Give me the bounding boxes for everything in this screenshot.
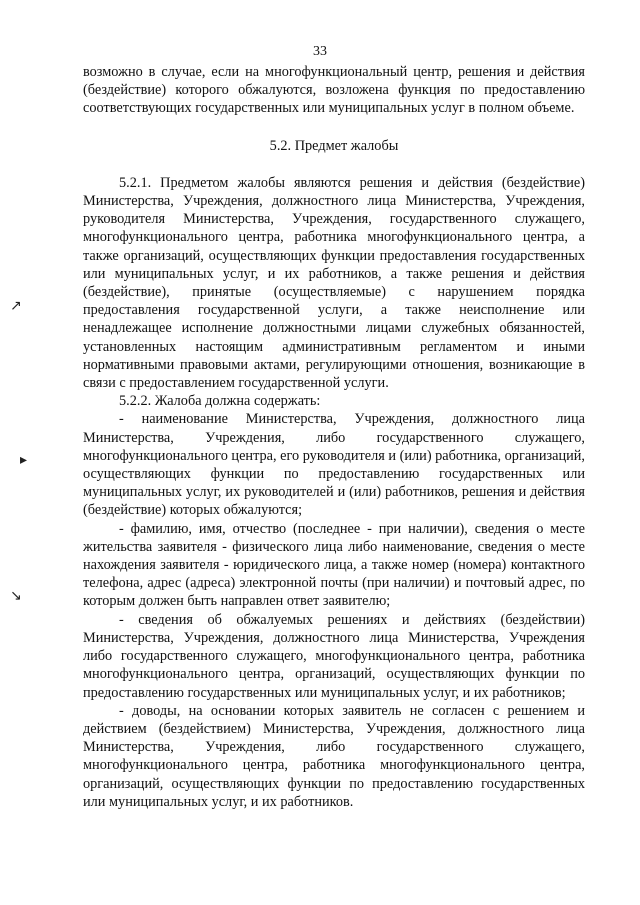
list-item-arguments: - доводы, на основании которых заявитель не согласен с решением и действием (бездействием) Министерства, Учреждения, должностного лица Министерства, Учреждения, либо государственного служащего, многофункционального центра, работника многофункционального центра, организаций, осуществляющих функции по предоставлению государственных или муниципальных услуг, и их работников. bbox=[83, 702, 585, 810]
document-body bbox=[83, 63, 585, 811]
list-item-applicant: - фамилию, имя, отчество (последнее - при наличии), сведения о месте жительства заявителя - физического лица либо наименование, сведения о месте нахождения заявителя - юридического лица, а также номер (номера) контактного телефона, адрес (адреса) электронной почты (при наличии) и почтовый адрес, по которым должен быть направлен ответ заявителю; bbox=[83, 520, 585, 610]
paragraph-5-2-2: 5.2.2. Жалоба должна содержать: bbox=[119, 393, 321, 410]
section-heading: 5.2. Предмет жалобы bbox=[269, 137, 399, 154]
list-item-decisions: - сведения об обжалуемых решениях и действиях (бездействии) Министерства, Учреждения, должностного лица Министерства, Учреждения либо государственного служащего, многофункционального центра, работника многофункционального центра, организаций, осуществляющих функции по предоставлению государственных или муниципальных услуг, и их работников; bbox=[83, 611, 585, 701]
paragraph-continuation: возможно в случае, если на многофункциональный центр, решения и действия (бездействие) которого обжалуются, возложена функция по предоставлению соответствующих государственных или муниципальных услуг в полном объеме. bbox=[83, 64, 585, 117]
margin-mark-3: ↘ bbox=[10, 588, 22, 604]
list-item-name: - наименование Министерства, Учреждения, должностного лица Министерства, Учреждения, либо государственного служащего, многофункционального центра, его руководителя и (или) работника, организаций, осуществляющих функции по предоставлению государственных или муниципальных услуг, их руководителей и (или) работников, решения и действия (бездействие) которых обжалуются; bbox=[83, 411, 585, 519]
margin-mark-2: ▸ bbox=[20, 452, 28, 468]
page-number: 33 bbox=[313, 44, 327, 59]
paragraph-5-2-1: 5.2.1. Предметом жалобы являются решения и действия (бездействие) Министерства, Учреждения, должностного лица Министерства, Учреждения, руководителя Министерства, Учреждения, государственного служащего, многофункционального центра, работника многофункционального центра, а также организаций, осуществляющих функции предоставления государственных или муниципальных услуг, и их работников, а также решения и действия (бездействие), принятые (осуществляемые) с нарушением порядка предоставления государственной услуги, а также неисполнение или ненадлежащее исполнение должностными лицами служебных обязанностей, установленных настоящим административным регламентом и иными нормативными правовыми актами, регулирующими отношения, возникающие в связи с предоставлением государственной услуги. bbox=[83, 174, 585, 392]
margin-mark-1: ↗ bbox=[10, 298, 22, 314]
